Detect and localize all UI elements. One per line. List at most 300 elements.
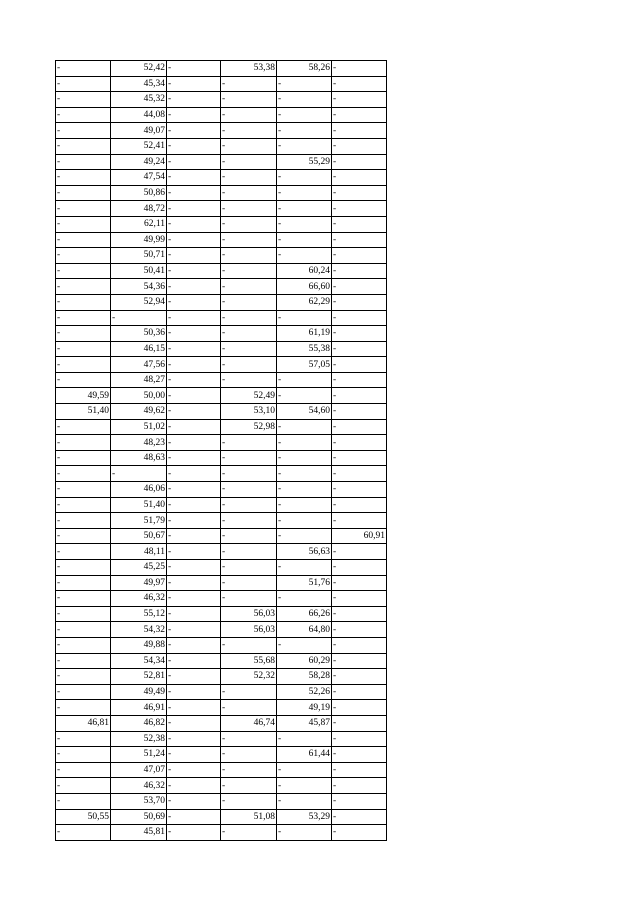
table-row — [56, 419, 387, 435]
table-row — [56, 435, 387, 451]
table-row — [56, 793, 387, 809]
table-cell-col-5: - — [332, 793, 387, 809]
table-cell-col-0: - — [56, 466, 111, 482]
table-cell-col-2: - — [167, 61, 221, 77]
table-cell-col-3: - — [221, 357, 277, 373]
table-cell-col-5: - — [332, 606, 387, 622]
table-cell-col-5: - — [332, 700, 387, 716]
table-row — [56, 528, 387, 544]
table-body — [56, 61, 387, 841]
table-cell-col-3: - — [221, 310, 277, 326]
table-row — [56, 138, 387, 154]
table-cell-col-4: - — [277, 778, 332, 794]
table-cell-col-4: 55,29 — [277, 154, 332, 170]
table-cell-col-3: - — [221, 637, 277, 653]
table-cell-col-2: - — [167, 326, 221, 342]
table-cell-col-2: - — [167, 637, 221, 653]
table-cell-col-1: 46,15 — [111, 341, 167, 357]
table-row — [56, 466, 387, 482]
table-cell-col-2: - — [167, 528, 221, 544]
table-cell-col-0: - — [56, 747, 111, 763]
table-row — [56, 216, 387, 232]
table-row — [56, 778, 387, 794]
table-cell-col-1: 51,79 — [111, 513, 167, 529]
table-cell-col-1: - — [111, 466, 167, 482]
table-cell-col-4: - — [277, 793, 332, 809]
table-cell-col-5: - — [332, 76, 387, 92]
table-row — [56, 232, 387, 248]
table-cell-col-1: 49,88 — [111, 637, 167, 653]
table-cell-col-0: - — [56, 123, 111, 139]
table-cell-col-2: - — [167, 747, 221, 763]
table-cell-col-0: - — [56, 61, 111, 77]
table-cell-col-4: 51,76 — [277, 575, 332, 591]
table-row — [56, 201, 387, 217]
table-cell-col-2: - — [167, 825, 221, 841]
table-cell-col-2: - — [167, 294, 221, 310]
table-cell-col-1: 49,62 — [111, 404, 167, 420]
table-row — [56, 544, 387, 560]
table-cell-col-1: 52,94 — [111, 294, 167, 310]
table-row — [56, 560, 387, 576]
table-cell-col-4: 61,19 — [277, 326, 332, 342]
table-row — [56, 591, 387, 607]
table-row — [56, 170, 387, 186]
table-cell-col-2: - — [167, 778, 221, 794]
table-cell-col-5: - — [332, 107, 387, 123]
table-cell-col-5: - — [332, 372, 387, 388]
table-cell-col-1: 49,24 — [111, 154, 167, 170]
table-cell-col-3: - — [221, 762, 277, 778]
table-cell-col-2: - — [167, 404, 221, 420]
table-cell-col-1: 52,41 — [111, 138, 167, 154]
table-cell-col-5: - — [332, 154, 387, 170]
table-cell-col-3: - — [221, 825, 277, 841]
table-row — [56, 653, 387, 669]
table-row — [56, 575, 387, 591]
table-row — [56, 341, 387, 357]
table-row — [56, 747, 387, 763]
table-cell-col-2: - — [167, 279, 221, 295]
table-cell-col-4: - — [277, 591, 332, 607]
table-cell-col-3: - — [221, 466, 277, 482]
table-cell-col-1: 53,70 — [111, 793, 167, 809]
table-cell-col-0: - — [56, 76, 111, 92]
table-row — [56, 372, 387, 388]
table-cell-col-5: - — [332, 185, 387, 201]
table-cell-col-0: - — [56, 528, 111, 544]
table-cell-col-4: - — [277, 138, 332, 154]
table-cell-col-1: 52,81 — [111, 669, 167, 685]
table-cell-col-1: 46,06 — [111, 482, 167, 498]
table-row — [56, 450, 387, 466]
table-cell-col-3: - — [221, 263, 277, 279]
table-cell-col-2: - — [167, 653, 221, 669]
table-cell-col-5: - — [332, 825, 387, 841]
table-row — [56, 606, 387, 622]
table-cell-col-1: 54,34 — [111, 653, 167, 669]
table-cell-col-4: - — [277, 372, 332, 388]
table-cell-col-1: 51,24 — [111, 747, 167, 763]
table-cell-col-2: - — [167, 544, 221, 560]
table-cell-col-2: - — [167, 107, 221, 123]
table-cell-col-2: - — [167, 809, 221, 825]
table-cell-col-5: - — [332, 762, 387, 778]
table-cell-col-4: - — [277, 216, 332, 232]
table-cell-col-3: - — [221, 107, 277, 123]
table-cell-col-5: - — [332, 591, 387, 607]
table-cell-col-4: 61,44 — [277, 747, 332, 763]
table-cell-col-3: - — [221, 450, 277, 466]
table-cell-col-4: - — [277, 232, 332, 248]
table-cell-col-4: - — [277, 107, 332, 123]
table-row — [56, 669, 387, 685]
table-cell-col-4: - — [277, 528, 332, 544]
table-row — [56, 700, 387, 716]
table-cell-col-3: - — [221, 435, 277, 451]
table-cell-col-3: - — [221, 513, 277, 529]
table-cell-col-5: - — [332, 637, 387, 653]
table-cell-col-2: - — [167, 138, 221, 154]
table-cell-col-5: - — [332, 497, 387, 513]
table-cell-col-2: - — [167, 700, 221, 716]
table-cell-col-1: 47,56 — [111, 357, 167, 373]
table-cell-col-2: - — [167, 606, 221, 622]
table-cell-col-3: - — [221, 279, 277, 295]
table-cell-col-0: - — [56, 357, 111, 373]
table-cell-col-2: - — [167, 248, 221, 264]
table-cell-col-5: - — [332, 544, 387, 560]
table-cell-col-0: - — [56, 669, 111, 685]
table-cell-col-4: - — [277, 201, 332, 217]
table-cell-col-5: - — [332, 669, 387, 685]
table-cell-col-4: 54,60 — [277, 404, 332, 420]
table-cell-col-2: - — [167, 201, 221, 217]
table-cell-col-0: - — [56, 513, 111, 529]
table-cell-col-3: - — [221, 216, 277, 232]
table-cell-col-5: - — [332, 715, 387, 731]
table-cell-col-2: - — [167, 263, 221, 279]
table-cell-col-3: 53,10 — [221, 404, 277, 420]
table-cell-col-4: 66,26 — [277, 606, 332, 622]
table-cell-col-1: 48,72 — [111, 201, 167, 217]
table-cell-col-3: - — [221, 170, 277, 186]
table-cell-col-0: - — [56, 731, 111, 747]
table-cell-col-2: - — [167, 372, 221, 388]
table-cell-col-0: - — [56, 419, 111, 435]
table-cell-col-0: - — [56, 825, 111, 841]
table-cell-col-0: - — [56, 92, 111, 108]
table-cell-col-3: - — [221, 341, 277, 357]
table-cell-col-1: 62,11 — [111, 216, 167, 232]
table-cell-col-0: 46,81 — [56, 715, 111, 731]
table-row — [56, 497, 387, 513]
table-cell-col-4: - — [277, 419, 332, 435]
table-cell-col-2: - — [167, 762, 221, 778]
table-cell-col-2: - — [167, 497, 221, 513]
table-row — [56, 92, 387, 108]
table-row — [56, 388, 387, 404]
table-cell-col-3: - — [221, 123, 277, 139]
table-cell-col-3: - — [221, 731, 277, 747]
table-cell-col-1: 46,32 — [111, 778, 167, 794]
table-cell-col-1: 46,91 — [111, 700, 167, 716]
table-cell-col-0: - — [56, 544, 111, 560]
table-cell-col-2: - — [167, 310, 221, 326]
table-cell-col-1: 50,69 — [111, 809, 167, 825]
table-cell-col-0: - — [56, 326, 111, 342]
table-cell-col-4: 58,26 — [277, 61, 332, 77]
table-cell-col-3: 46,74 — [221, 715, 277, 731]
table-row — [56, 310, 387, 326]
table-cell-col-1: 50,36 — [111, 326, 167, 342]
table-cell-col-1: 47,07 — [111, 762, 167, 778]
table-cell-col-5: - — [332, 450, 387, 466]
table-cell-col-3: - — [221, 482, 277, 498]
table-row — [56, 123, 387, 139]
table-cell-col-2: - — [167, 341, 221, 357]
table-row — [56, 809, 387, 825]
table-cell-col-4: 57,05 — [277, 357, 332, 373]
table-cell-col-0: - — [56, 637, 111, 653]
table-cell-col-0: - — [56, 591, 111, 607]
table-cell-col-4: - — [277, 248, 332, 264]
table-cell-col-3: - — [221, 154, 277, 170]
table-cell-col-0: - — [56, 450, 111, 466]
table-cell-col-5: - — [332, 419, 387, 435]
table-cell-col-1: 45,32 — [111, 92, 167, 108]
table-cell-col-2: - — [167, 123, 221, 139]
table-cell-col-3: - — [221, 560, 277, 576]
table-cell-col-5: - — [332, 294, 387, 310]
table-cell-col-5: - — [332, 482, 387, 498]
table-cell-col-4: 58,28 — [277, 669, 332, 685]
table-cell-col-4: 64,80 — [277, 622, 332, 638]
table-cell-col-5: - — [332, 513, 387, 529]
table-cell-col-5: - — [332, 560, 387, 576]
table-row — [56, 731, 387, 747]
table-cell-col-0: 51,40 — [56, 404, 111, 420]
table-cell-col-1: 49,97 — [111, 575, 167, 591]
table-cell-col-4: - — [277, 170, 332, 186]
table-row — [56, 248, 387, 264]
table-cell-col-3: - — [221, 528, 277, 544]
table-cell-col-4: - — [277, 482, 332, 498]
table-cell-col-0: - — [56, 154, 111, 170]
table-row — [56, 326, 387, 342]
table-row — [56, 357, 387, 373]
table-cell-col-1: 50,00 — [111, 388, 167, 404]
table-cell-col-5: - — [332, 404, 387, 420]
table-cell-col-2: - — [167, 560, 221, 576]
table-row — [56, 715, 387, 731]
table-cell-col-5: - — [332, 747, 387, 763]
table-cell-col-1: 51,40 — [111, 497, 167, 513]
table-cell-col-2: - — [167, 715, 221, 731]
table-cell-col-5: - — [332, 201, 387, 217]
table-cell-col-3: 52,49 — [221, 388, 277, 404]
table-cell-col-5: - — [332, 326, 387, 342]
table-row — [56, 482, 387, 498]
table-cell-col-5: - — [332, 809, 387, 825]
table-cell-col-4: - — [277, 637, 332, 653]
table-row — [56, 762, 387, 778]
table-cell-col-1: 54,36 — [111, 279, 167, 295]
table-cell-col-0: - — [56, 107, 111, 123]
table-cell-col-1: 52,42 — [111, 61, 167, 77]
table-row — [56, 404, 387, 420]
table-cell-col-5: - — [332, 232, 387, 248]
table-cell-col-3: 56,03 — [221, 606, 277, 622]
table-cell-col-1: 55,12 — [111, 606, 167, 622]
table-row — [56, 825, 387, 841]
table-cell-col-4: 60,29 — [277, 653, 332, 669]
table-cell-col-1: 51,02 — [111, 419, 167, 435]
table-cell-col-2: - — [167, 76, 221, 92]
table-cell-col-1: 45,25 — [111, 560, 167, 576]
table-cell-col-4: 53,29 — [277, 809, 332, 825]
table-cell-col-3: 53,38 — [221, 61, 277, 77]
table-row — [56, 61, 387, 77]
table-row — [56, 684, 387, 700]
table-cell-col-1: 48,27 — [111, 372, 167, 388]
table-cell-col-0: - — [56, 435, 111, 451]
table-cell-col-1: 49,49 — [111, 684, 167, 700]
table-cell-col-0: - — [56, 372, 111, 388]
table-row — [56, 154, 387, 170]
table-cell-col-0: - — [56, 684, 111, 700]
table-cell-col-2: - — [167, 357, 221, 373]
table-cell-col-1: 50,67 — [111, 528, 167, 544]
table-cell-col-3: - — [221, 684, 277, 700]
table-cell-col-1: 46,32 — [111, 591, 167, 607]
table-cell-col-3: - — [221, 326, 277, 342]
table-cell-col-1: 54,32 — [111, 622, 167, 638]
table-cell-col-0: - — [56, 201, 111, 217]
table-cell-col-4: - — [277, 560, 332, 576]
table-cell-col-5: - — [332, 248, 387, 264]
table-cell-col-2: - — [167, 419, 221, 435]
table-cell-col-2: - — [167, 622, 221, 638]
table-cell-col-0: - — [56, 653, 111, 669]
table-cell-col-0: - — [56, 778, 111, 794]
table-cell-col-5: - — [332, 731, 387, 747]
table-cell-col-1: 45,34 — [111, 76, 167, 92]
table-cell-col-2: - — [167, 216, 221, 232]
table-cell-col-2: - — [167, 232, 221, 248]
table-cell-col-0: - — [56, 248, 111, 264]
table-cell-col-4: 55,38 — [277, 341, 332, 357]
table-row — [56, 513, 387, 529]
table-cell-col-2: - — [167, 684, 221, 700]
table-cell-col-3: - — [221, 591, 277, 607]
table-cell-col-4: - — [277, 310, 332, 326]
table-cell-col-0: - — [56, 575, 111, 591]
table-cell-col-3: - — [221, 778, 277, 794]
table-cell-col-0: - — [56, 497, 111, 513]
table-cell-col-4: 49,19 — [277, 700, 332, 716]
table-cell-col-1: 44,08 — [111, 107, 167, 123]
table-cell-col-2: - — [167, 450, 221, 466]
data-table — [55, 60, 387, 841]
table-cell-col-0: - — [56, 560, 111, 576]
table-cell-col-0: - — [56, 482, 111, 498]
table-cell-col-2: - — [167, 388, 221, 404]
table-cell-col-2: - — [167, 154, 221, 170]
table-cell-col-2: - — [167, 466, 221, 482]
table-cell-col-4: 62,29 — [277, 294, 332, 310]
table-cell-col-3: - — [221, 575, 277, 591]
table-cell-col-2: - — [167, 482, 221, 498]
table-cell-col-5: - — [332, 778, 387, 794]
table-cell-col-3: - — [221, 138, 277, 154]
table-cell-col-5: - — [332, 138, 387, 154]
table-row — [56, 76, 387, 92]
table-cell-col-1: 48,23 — [111, 435, 167, 451]
table-cell-col-5: - — [332, 263, 387, 279]
table-cell-col-4: - — [277, 435, 332, 451]
table-cell-col-1: 45,81 — [111, 825, 167, 841]
table-cell-col-3: - — [221, 700, 277, 716]
table-cell-col-1: 47,54 — [111, 170, 167, 186]
table-cell-col-5: - — [332, 684, 387, 700]
table-cell-col-5: - — [332, 388, 387, 404]
table-cell-col-0: - — [56, 216, 111, 232]
table-cell-col-2: - — [167, 731, 221, 747]
table-row — [56, 294, 387, 310]
table-cell-col-5: - — [332, 466, 387, 482]
table-cell-col-5: - — [332, 622, 387, 638]
table-cell-col-1: 50,71 — [111, 248, 167, 264]
table-cell-col-5: - — [332, 216, 387, 232]
table-cell-col-1: 50,41 — [111, 263, 167, 279]
table-cell-col-4: 66,60 — [277, 279, 332, 295]
table-cell-col-3: 52,98 — [221, 419, 277, 435]
table-cell-col-0: - — [56, 170, 111, 186]
table-cell-col-2: - — [167, 435, 221, 451]
table-row — [56, 107, 387, 123]
table-cell-col-5: - — [332, 575, 387, 591]
table-cell-col-4: - — [277, 123, 332, 139]
table-cell-col-4: - — [277, 497, 332, 513]
table-cell-col-2: - — [167, 793, 221, 809]
table-cell-col-2: - — [167, 170, 221, 186]
table-cell-col-0: - — [56, 310, 111, 326]
table-cell-col-4: - — [277, 450, 332, 466]
table-row — [56, 263, 387, 279]
table-cell-col-4: 56,63 — [277, 544, 332, 560]
table-cell-col-0: - — [56, 263, 111, 279]
table-cell-col-3: - — [221, 747, 277, 763]
table-cell-col-0: - — [56, 762, 111, 778]
table-cell-col-0: - — [56, 279, 111, 295]
table-cell-col-1: 48,63 — [111, 450, 167, 466]
table-cell-col-2: - — [167, 185, 221, 201]
table-cell-col-4: - — [277, 185, 332, 201]
table-cell-col-4: 60,24 — [277, 263, 332, 279]
table-cell-col-0: 50,55 — [56, 809, 111, 825]
table-cell-col-3: - — [221, 372, 277, 388]
table-cell-col-2: - — [167, 669, 221, 685]
table-cell-col-5: - — [332, 92, 387, 108]
table-cell-col-0: - — [56, 793, 111, 809]
table-cell-col-2: - — [167, 575, 221, 591]
table-cell-col-3: - — [221, 92, 277, 108]
table-cell-col-0: - — [56, 341, 111, 357]
table-cell-col-4: - — [277, 388, 332, 404]
table-cell-col-1: 49,07 — [111, 123, 167, 139]
table-cell-col-5: - — [332, 310, 387, 326]
